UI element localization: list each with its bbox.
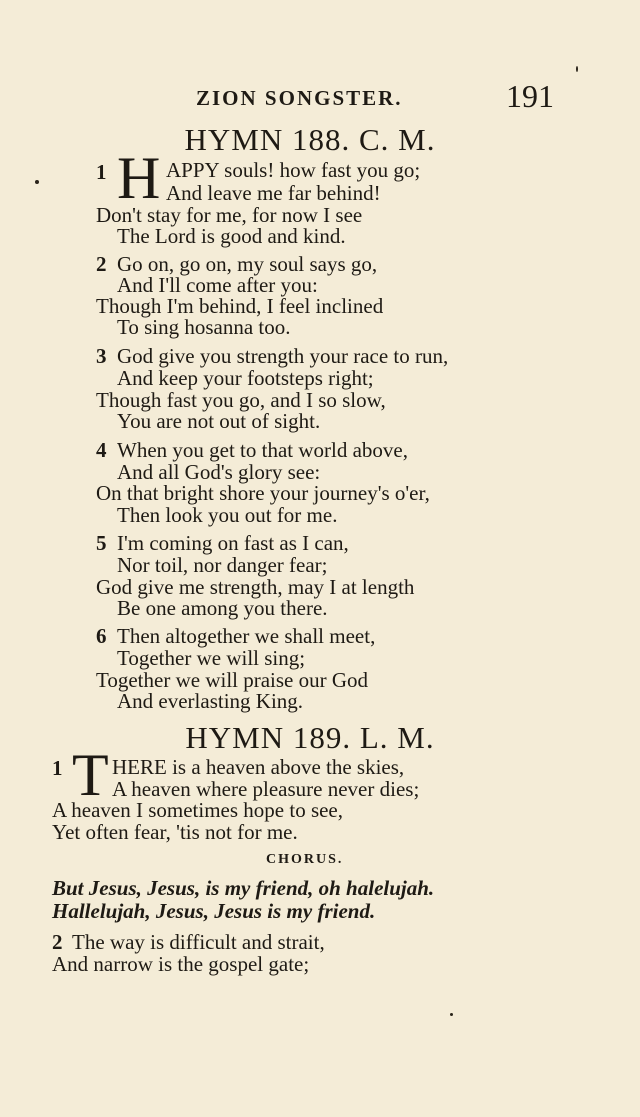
verse-number: 1 (96, 160, 107, 184)
hymn-line: God give me strength, may I at length (96, 575, 415, 599)
hymn-line: You are not out of sight. (117, 409, 321, 433)
hymn-line: And keep your footsteps right; (117, 366, 374, 390)
hymn-line: On that bright shore your journey's o'er, (96, 481, 430, 505)
hymn-line: Then altogether we shall meet, (117, 624, 376, 648)
chorus-line: Hallelujah, Jesus, Jesus is my friend. (52, 899, 376, 923)
drop-cap: T (72, 742, 109, 808)
page-number: 191 (506, 78, 554, 114)
ink-speck (450, 1013, 453, 1016)
ink-speck (576, 66, 578, 72)
hymn-line: God give you strength your race to run, (117, 344, 449, 368)
hymn-line: To sing hosanna too. (117, 315, 291, 339)
hymn-line: Don't stay for me, for now I see (96, 203, 363, 227)
chorus-label: CHORUS. (266, 852, 344, 867)
hymn-line: When you get to that world above, (117, 438, 409, 462)
verse-number: 6 (96, 624, 107, 648)
hymn-line: Together we will praise our God (96, 668, 369, 692)
hymn-line: A heaven where pleasure never dies; (112, 777, 420, 801)
running-head-title: ZION SONGSTER. (196, 86, 403, 110)
hymn-line: Yet often fear, 'tis not for me. (52, 820, 298, 844)
verse-number: 2 (52, 930, 63, 954)
hymn-line: Though fast you go, and I so slow, (96, 388, 386, 412)
hymn-line: I'm coming on fast as I can, (117, 531, 349, 555)
hymn-line: Then look you out for me. (117, 503, 338, 527)
verse-number: 5 (96, 531, 107, 555)
hymn-line: APPY souls! how fast you go; (166, 158, 421, 182)
hymn-line: Though I'm behind, I feel inclined (96, 294, 384, 318)
hymn-line: The way is difficult and strait, (72, 930, 325, 954)
hymn-188-title: HYMN 188. C. M. (184, 122, 436, 157)
hymn-line: And narrow is the gospel gate; (52, 952, 310, 976)
hymn-line: Nor toil, nor danger fear; (117, 553, 328, 577)
hymn-line: The Lord is good and kind. (117, 224, 346, 248)
hymn-line: Go on, go on, my soul says go, (117, 252, 378, 276)
running-head (0, 78, 640, 114)
ink-speck (35, 180, 39, 184)
hymn-line: A heaven I sometimes hope to see, (52, 798, 344, 822)
chorus-line: But Jesus, Jesus, is my friend, oh halelujah. (52, 876, 435, 900)
hymn-line: HERE is a heaven above the skies, (112, 755, 405, 779)
hymn-189-title: HYMN 189. L. M. (185, 720, 435, 755)
hymn-line: And everlasting King. (117, 689, 304, 713)
hymn-line: Be one among you there. (117, 596, 328, 620)
verse-number: 3 (96, 344, 107, 368)
drop-cap: H (117, 145, 161, 211)
hymn-line: And leave me far behind! (166, 181, 381, 205)
verse-number: 1 (52, 756, 63, 780)
verse-number: 2 (96, 252, 107, 276)
hymn-line: Together we will sing; (117, 646, 306, 670)
verse-number: 4 (96, 438, 107, 462)
hymn-line: And all God's glory see: (117, 460, 321, 484)
hymn-line: And I'll come after you: (117, 273, 318, 297)
